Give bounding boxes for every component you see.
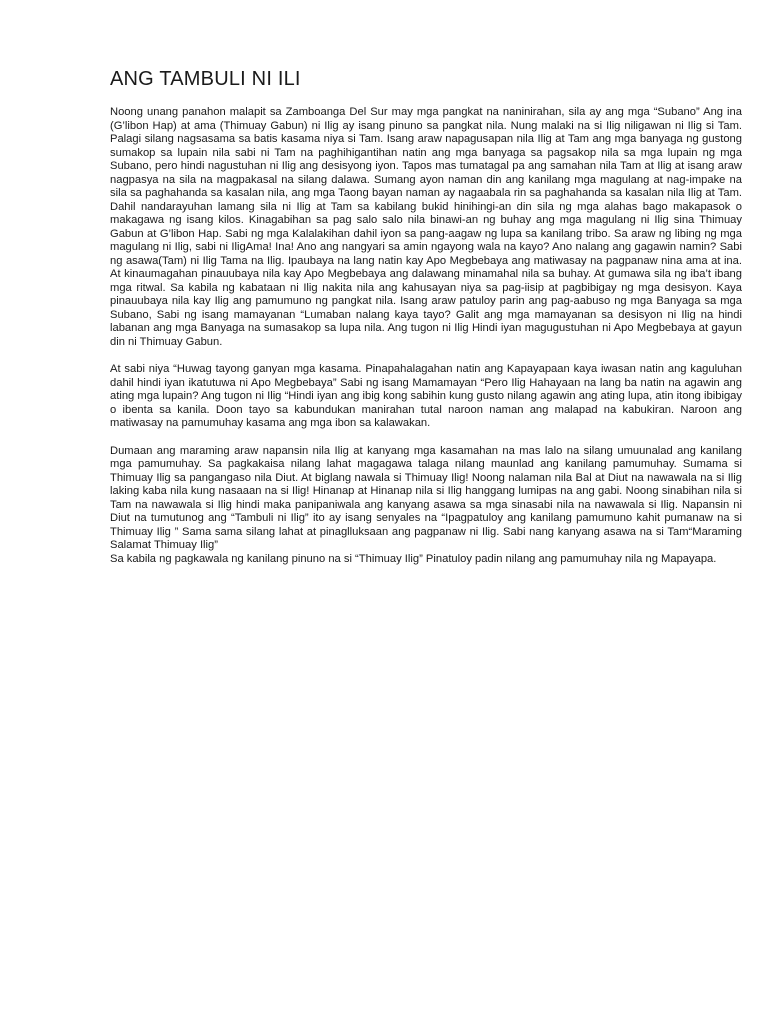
document-title: ANG TAMBULI NI ILI	[110, 68, 301, 90]
paragraph-3: Dumaan ang maraming araw napansin nila Ilig at kanyang mga kasamahan na mas lalo na silang umuunalad ang kanilang mga pamumuhay. Sa pagkakaisa nilang lahat magagawa talaga nilang maunlad ang kanilang pamumuhay. Sumama si Thimuay Ilig sa pangangaso nila Diut. At biglang nawala si Thimuay Ilig! Noong nalaman nila Bal at Diut na nawawala na si Ilig laking kaba nila kung nasaaan na si Ilig! Hinanap at Hinanap nila si Ilig hanggang lumipas na ang gabi. Noong sinabihan nila si Tam na nawawala si Ilig hindi maka panipaniwala ang kanyang asawa sa mga sinasabi nila na nawawala si Ilig. Napansin ni Diut na tumutunog ang “Tambuli ni Ilig” ito ay isang senyales na “Ipagpatuloy ang kanilang pamumuno kahit pumanaw na si Thimuay Ilig ” Sama sama silang lahat at pinaglluksaan ang pagpanaw ni Ilig. Sabi nang kanyang asawa na si Tam“Maraming Salamat Thimuay Ilig”	[110, 444, 742, 551]
paragraph-2: At sabi niya “Huwag tayong ganyan mga kasama. Pinapahalagahan natin ang Kapayapaan kaya iwasan natin ang kaguluhan dahil hindi iyan ikatutuwa ni Apo Megbebaya” Sabi ng isang Mamamayan “Pero Ilig Hahayaan na lang ba natin na agawin ang ating mga lupain? Ang tugon ni Ilig “Hindi iyan ang ibig kong sabihin kung gusto nilang agawin ang ating lupa, atin itong ibibigay o ibenta sa kanila. Doon tayo sa kabundukan manirahan tutal naroon naman ang malapad na kabukiran. Naroon ang matiwasay na pamumuhay kasama ang mga ibon sa kalawakan.	[110, 363, 742, 429]
paragraph-1: Noong unang panahon malapit sa Zamboanga Del Sur may mga pangkat na naninirahan, sila ay ang mga “Subano” Ang ina (G’libon Hap) at ama (Thimuay Gabun) ni Ilig ay isang pinuno sa pangkat nila. Nung malaki na si Ilig niligawan ni Ilig si Tam. Palagi silang nagsasama sa batis kasama niya si Tam. Isang araw napagusapan nila Ilig at Tam ang mga banyaga ng gustong sumakop sa lupain nila sabi ni Tam na paghihigantihan natin ang mga banyaga sa pagsakop nila sa mga lupain ng mga Subano, pero hindi nagustuhan ni Ilig ang desisyong iyon. Tapos mas tumatagal pa ang samahan nila Tam at Ilig at isang araw nagpasya na sila na magpakasal na silang dalawa. Sumang ayon naman din ang kanilang mga magulang at nag-impake na sila sa paghahanda sa kasalan nila, ang mga Taong bayan naman ay nagaabala rin sa paghahanda sa kasalan nila Ilig at Tam. Dahil nandarayuhan lamang sila ni Ilig at Tam sa kabilang bukid hinihingi-an din sila ng mga alahas bago makapasok o makagawa ng isang kilos. Kinagabihan sa pag salo salo nila binawi-an ng buhay ang mga magulang ni Ilig sina Thimuay Gabun at G’libon Hap. Sabi ng mga Kalalakihan dahil iyon sa pang-aagaw ng lupa sa kanilang tribo. Sa araw ng libing ng mga magulang ni Ilig, sabi ni IligAma! Ina! Ano ang nangyari sa amin ngayong wala na kayo? Ano nalang ang gagawin namin? Sabi ng asawa(Tam) ni Ilig Tama na Ilig. Ipaubaya na lang natin kay Apo Megbebaya ang matiwasay na pagpanaw nina ama at ina. At kinaumagahan pinauubaya nila kay Apo Megbebaya ang dalawang minamahal nila sa buhay. At gumawa sila ng iba’t ibang mga ritwal. Sa kabila ng kabataan ni Ilig nakita nila ang kahusayan niya sa pag-iisip at pagbibigay ng mga desisyon. Kaya pinauubaya nila kay Ilig ang pamumuno ng pangkat nila. Isang araw patuloy parin ang pag-aabuso ng mga Banyaga sa mga Subano, Sabi ng isang mamayanan “Lumaban nalang kaya tayo? Galit ang mga mamayanan sa desisyon ni Ilig na hindi labanan ang mga Banyaga na sumasakop sa lupa nila. Ang tugon ni Ilig Hindi iyan magugustuhan ni Apo Megbebaya at gayun din ni Thimuay Gabun.	[110, 106, 742, 348]
paragraph-4: Sa kabila ng pagkawala ng kanilang pinuno na si “Thimuay Ilig” Pinatuloy padin nilang ang pamumuhay nila ng Mapayapa.	[110, 552, 717, 565]
document-page	[110, 66, 742, 580]
